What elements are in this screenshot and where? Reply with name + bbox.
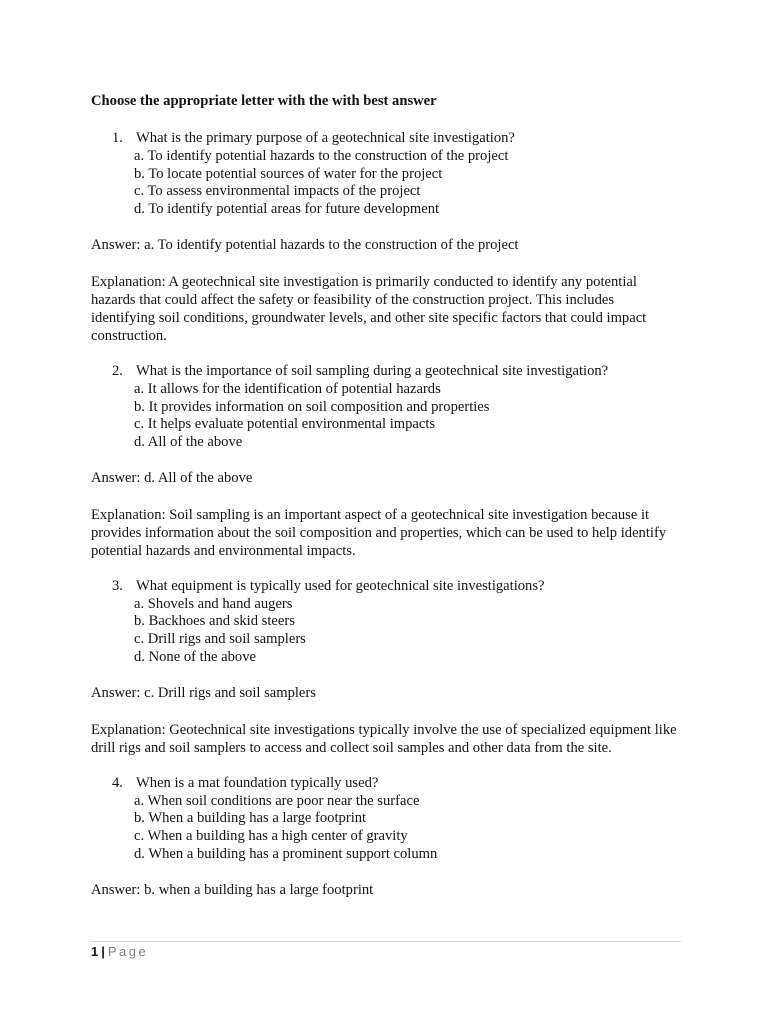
question-2-text: What is the importance of soil sampling during a geotechnical site investigation? <box>136 363 609 379</box>
question-4-answer: Answer: b. when a building has a large footprint <box>91 882 374 898</box>
question-3-option-c: c. Drill rigs and soil samplers <box>134 631 306 647</box>
question-1-answer: Answer: a. To identify potential hazards to the construction of the project <box>91 237 519 253</box>
question-2-option-d: d. All of the above <box>134 434 243 450</box>
question-1-text: What is the primary purpose of a geotechnical site investigation? <box>136 130 515 146</box>
question-3-option-a: a. Shovels and hand augers <box>134 596 293 612</box>
question-1-explanation: Explanation: A geotechnical site investigation is primarily conducted to identify any potential hazards that could affect the safety or feasibility of the construction project. This includes identifying soil conditions, groundwater levels, and other site specific factors that could impact construction. <box>91 274 647 344</box>
question-1-option-b: b. To locate potential sources of water for the project <box>134 166 443 182</box>
page-label: Page <box>107 944 149 959</box>
question-4-text: When is a mat foundation typically used? <box>136 775 379 791</box>
page-number: 1 <box>91 944 99 959</box>
question-3-option-b: b. Backhoes and skid steers <box>134 613 295 629</box>
question-4-option-a: a. When soil conditions are poor near the surface <box>134 793 420 809</box>
question-4-option-d: d. When a building has a prominent support column <box>134 846 438 862</box>
question-2-option-a: a. It allows for the identification of potential hazards <box>134 381 441 397</box>
question-2-explanation: Explanation: Soil sampling is an important aspect of a geotechnical site investigation because it provides information about the soil composition and properties, which can be used to help identify potential hazards and environmental impacts. <box>91 507 667 559</box>
footer-separator: | <box>101 944 105 959</box>
question-1-option-c: c. To assess environmental impacts of the project <box>134 183 421 199</box>
question-3-number: 3. <box>112 578 123 594</box>
question-1-option-d: d. To identify potential areas for future development <box>134 201 440 217</box>
question-1-option-a: a. To identify potential hazards to the construction of the project <box>134 148 509 164</box>
question-2-option-c: c. It helps evaluate potential environmental impacts <box>134 416 436 432</box>
footer-divider <box>91 941 681 942</box>
question-2-answer: Answer: d. All of the above <box>91 470 253 486</box>
question-3-explanation: Explanation: Geotechnical site investigations typically involve the use of specialized equipment like drill rigs and soil samplers to access and collect soil samples and other data from the site. <box>91 722 677 756</box>
page-footer <box>91 943 148 961</box>
question-3-answer: Answer: c. Drill rigs and soil samplers <box>91 685 316 701</box>
question-2-option-b: b. It provides information on soil composition and properties <box>134 399 490 415</box>
question-3-text: What equipment is typically used for geotechnical site investigations? <box>136 578 545 594</box>
question-4-option-c: c. When a building has a high center of gravity <box>134 828 408 844</box>
question-3-option-d: d. None of the above <box>134 649 256 665</box>
instruction-heading: Choose the appropriate letter with the with best answer <box>91 93 437 109</box>
question-4-option-b: b. When a building has a large footprint <box>134 810 367 826</box>
question-4-number: 4. <box>112 775 123 791</box>
question-2-number: 2. <box>112 363 123 379</box>
question-1-number: 1. <box>112 130 123 146</box>
